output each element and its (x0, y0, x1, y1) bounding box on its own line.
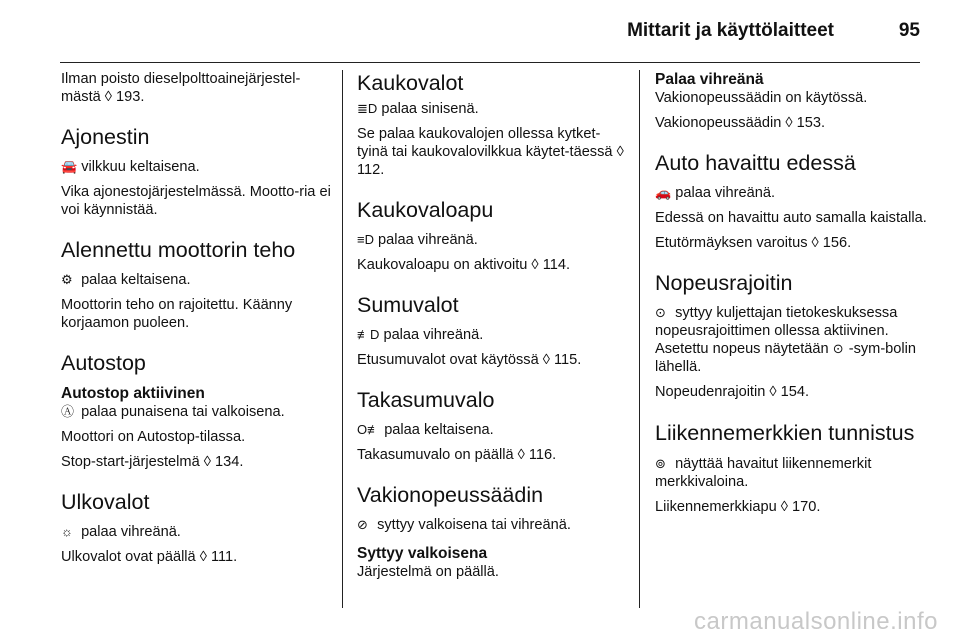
exterior-lights-icon: ☼ (61, 524, 73, 539)
heading: Ulkovalot (61, 490, 150, 514)
column-divider (342, 70, 343, 608)
cruise-control-icon: ⊘ (357, 517, 368, 532)
intro-text: Ilman poisto dieselpolttoainejärjestel-mästä ◊ 193. (61, 71, 301, 105)
heading: Auto havaittu edessä (655, 151, 856, 175)
section-alennettu: Alennettu moottorin teho ⚙ palaa keltaisena. Moottorin teho on rajoitettu. Käänny korjaamon puoleen. (61, 237, 331, 332)
column-3 (655, 70, 930, 516)
heading: Liikennemerkkien tunnistus (655, 421, 915, 445)
speed-limiter-icon: ⊙ (655, 305, 666, 320)
section-nopeusrajoitin: Nopeusrajoitin ⊙ syttyy kuljettajan tietokeskuksessa nopeusrajoittimen ollessa aktiivinen. Asetettu nopeus näytetään ⊙ -sym-bolin lähellä. Nopeudenrajoitin ◊ 154. (655, 270, 930, 401)
column-2 (357, 70, 627, 581)
rear-fog-light-icon: O≢ (357, 422, 381, 437)
heading: Nopeusrajoitin (655, 271, 793, 295)
heading: Kaukovaloapu (357, 198, 494, 222)
high-beam-assist-icon: ≡D (357, 232, 374, 247)
section-vakionopeussaadin: Vakionopeussäädin ⊘ syttyy valkoisena tai vihreänä. Syttyy valkoisena Järjestelmä on päällä. (357, 482, 627, 581)
heading: Autostop (61, 351, 146, 375)
section-kaukovalot: Kaukovalot ≣D palaa sinisenä. Se palaa kaukovalojen ollessa kytket-tyinä tai kaukovalovilkkua käytet-täessä ◊ 112. (357, 70, 627, 179)
column-divider (639, 70, 640, 608)
column-1 (61, 70, 331, 566)
traffic-sign-icon: ⊚ (655, 456, 666, 471)
subheading: Syttyy valkoisena (357, 545, 488, 562)
subheading: Autostop aktiivinen (61, 385, 205, 402)
section-takasumuvalo: Takasumuvalo O≢ palaa keltaisena. Takasumuvalo on päällä ◊ 116. (357, 387, 627, 464)
section-kaukovaloapu: Kaukovaloapu ≡D palaa vihreänä. Kaukovaloapu on aktivoitu ◊ 114. (357, 197, 627, 274)
subheading: Palaa vihreänä (655, 71, 764, 88)
heading: Alennettu moottorin teho (61, 238, 296, 262)
section-sumuvalot: Sumuvalot ≢D palaa vihreänä. Etusumuvalot ovat käytössä ◊ 115. (357, 292, 627, 369)
immobilizer-icon: 🚘 (61, 159, 78, 174)
heading: Kaukovalot (357, 71, 464, 95)
vehicle-detected-icon: 🚗 (655, 185, 672, 200)
autostop-icon: Ⓐ (61, 404, 75, 419)
section-autostop: Autostop Autostop aktiivinen Ⓐ palaa punaisena tai valkoisena. Moottori on Autostop-tilassa. Stop-start-järjestelmä ◊ 134. (61, 350, 331, 471)
section-palaa-vihreana: Palaa vihreänä Vakionopeussäädin on käytössä. Vakionopeussäädin ◊ 153. (655, 70, 930, 132)
speed-limiter-icon: ⊙ (832, 341, 844, 356)
engine-power-icon: ⚙ (61, 272, 73, 287)
section-title: Mittarit ja käyttölaitteet (627, 20, 834, 41)
heading: Takasumuvalo (357, 388, 495, 412)
section-ajonestin: Ajonestin 🚘 vilkkuu keltaisena. Vika ajonestojärjestelmässä. Mootto-ria ei voi käynnistää. (61, 125, 331, 218)
section-ulkovalot: Ulkovalot ☼ palaa vihreänä. Ulkovalot ovat päällä ◊ 111. (61, 489, 331, 566)
heading: Vakionopeussäädin (357, 483, 544, 507)
page-number: 95 (898, 20, 920, 41)
heading: Ajonestin (61, 125, 150, 149)
watermark: carmanualsonline.info (694, 608, 938, 635)
fog-light-icon: ≢D (357, 327, 380, 342)
section-liikennemerkkien: Liikennemerkkien tunnistus ⊚ näyttää havaitut liikennemerkit merkkivaloina. Liikennemerkkiapu ◊ 170. (655, 419, 930, 516)
page-header (60, 0, 920, 63)
heading: Sumuvalot (357, 293, 459, 317)
high-beam-icon: ≣D (357, 101, 378, 116)
section-auto-havaittu: Auto havaittu edessä 🚗 palaa vihreänä. Edessä on havaittu auto samalla kaistalla. Etutörmäyksen varoitus ◊ 156. (655, 150, 930, 252)
